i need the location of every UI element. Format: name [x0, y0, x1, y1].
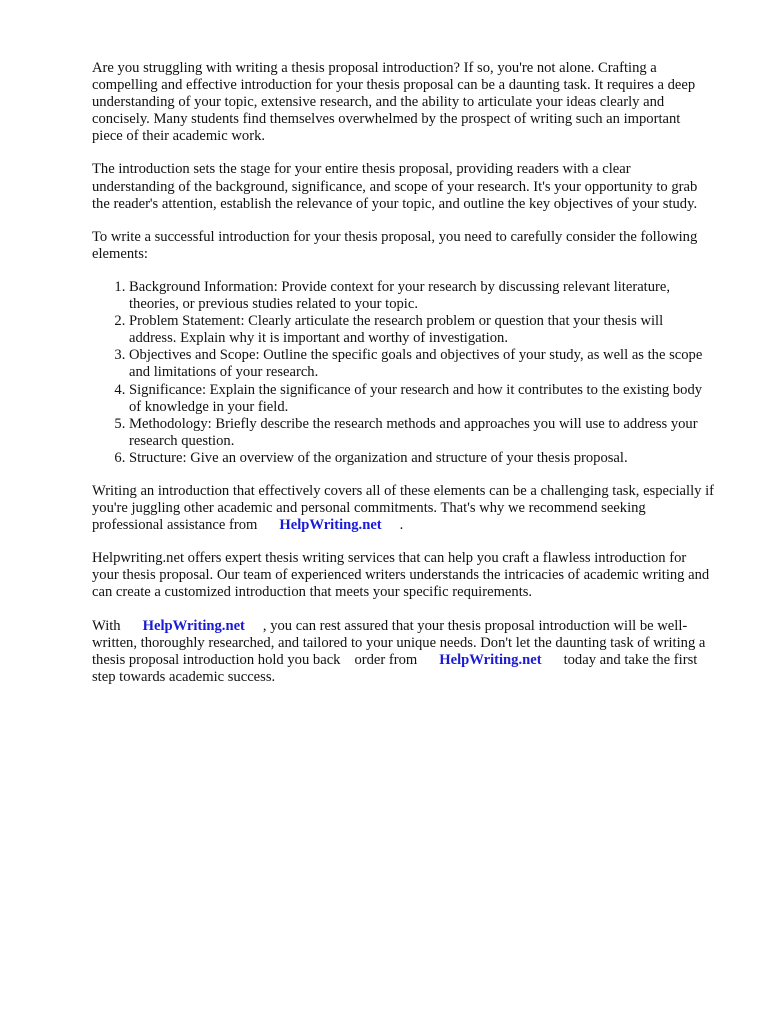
elements-list	[92, 279, 714, 467]
list-item: 6. Structure: Give an overview of the organization and structure of your thesis proposal.	[129, 450, 714, 467]
closing-text-order: order from	[354, 651, 418, 668]
list-item: 2. Problem Statement: Clearly articulate the research problem or question that your thesis will address. Explain why it is important and worthy of investigation.	[129, 313, 714, 347]
closing-paragraph	[92, 618, 714, 686]
list-item: 3. Objectives and Scope: Outline the specific goals and objectives of your study, as well as the scope and limitations of your research.	[129, 347, 714, 381]
list-item: 5. Methodology: Briefly describe the research methods and approaches you will use to address your research question.	[129, 416, 714, 450]
services-paragraph: Helpwriting.net offers expert thesis writing services that can help you craft a flawless introduction for your thesis proposal. Our team of experienced writers understands the intricacies of academic writing and can create a customized introduction that meets your specific requirements.	[92, 550, 710, 601]
assistance-text: Writing an introduction that effectively covers all of these elements can be a challenging task, especially if you're juggling other academic and personal commitments. That's why we recommend seeking professional assistance from	[92, 482, 714, 534]
closing-text-body: , you can rest assured that your thesis proposal introduction will be well-written, thoroughly researched, and tailored to your unique needs. Don't let the daunting task of writing a thesis proposal introduction hold you back	[92, 617, 706, 668]
closing-text-with: With	[92, 617, 121, 634]
intro-paragraph: Are you struggling with writing a thesis proposal introduction? If so, you're not alone. Crafting a compelling and effective introduction for your thesis proposal can be a daunting task. It requires a deep understanding of your topic, extensive research, and the ability to articulate your ideas clearly and concisely. Many students find themselves overwhelmed by the prospect of writing such an important piece of their academic work.	[92, 60, 696, 145]
elements-paragraph: To write a successful introduction for your thesis proposal, you need to carefully consider the following elements:	[92, 228, 698, 262]
list-item: 4. Significance: Explain the significance of your research and how it contributes to the existing body of knowledge in your field.	[129, 382, 714, 416]
helpwriting-link[interactable]: HelpWriting.net	[279, 517, 382, 534]
assistance-period: .	[399, 517, 404, 534]
assistance-paragraph	[92, 483, 714, 534]
helpwriting-link[interactable]: HelpWriting.net	[439, 651, 542, 668]
helpwriting-link[interactable]: HelpWriting.net	[142, 617, 245, 634]
document-page	[92, 60, 714, 702]
stage-paragraph: The introduction sets the stage for your entire thesis proposal, providing readers with a clear understanding of the background, significance, and scope of your research. It's your opportunity to grab the reader's attention, establish the relevance of your topic, and outline the key objectives of your study.	[92, 161, 698, 212]
closing-text-end: today and take the first step towards academic success.	[92, 651, 698, 685]
list-item: 1. Background Information: Provide context for your research by discussing relevant literature, theories, or previous studies related to your topic.	[129, 279, 714, 313]
